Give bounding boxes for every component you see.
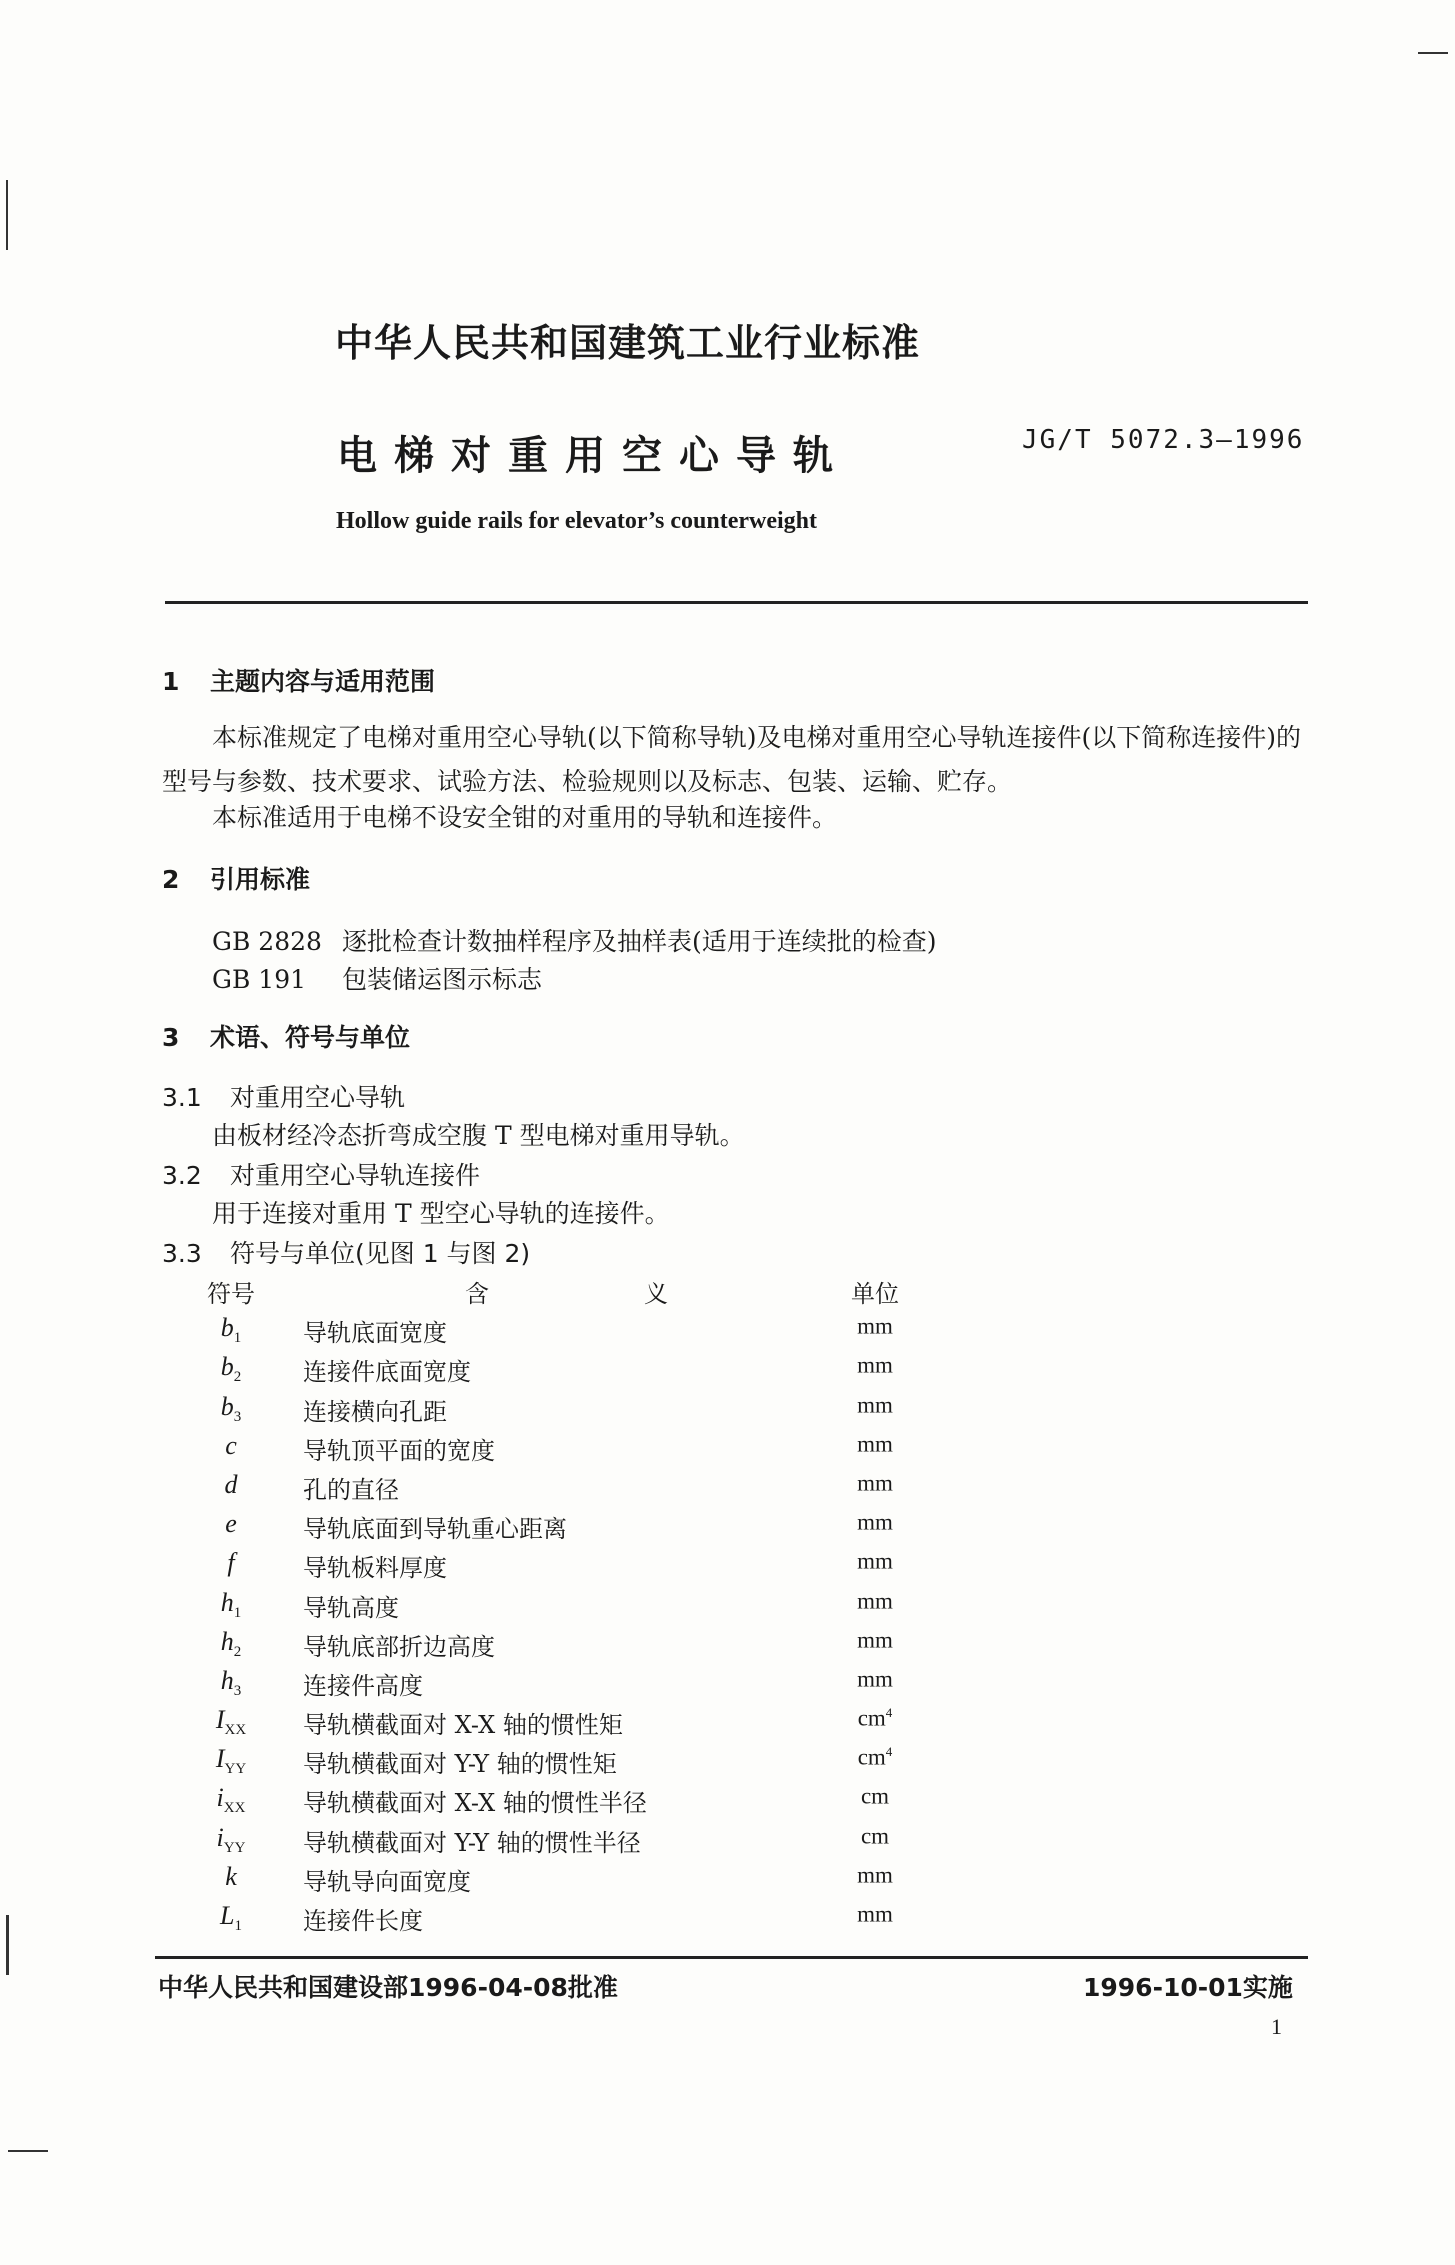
symbol-letter: c [225,1430,237,1460]
section-1-heading [162,662,435,698]
symbol-letter: k [225,1861,237,1891]
unit-text: mm [857,1901,893,1927]
meaning-cell: 导轨横截面对 Y-Y 轴的惯性半径 [303,1828,641,1857]
section-1-paragraph-1: 本标准规定了电梯对重用空心导轨(以下简称导轨)及电梯对重用空心导轨连接件(以下简称连接件)的型号与参数、技术要求、试验方法、检验规则以及标志、包装、运输、贮存。 [162,723,1302,796]
section-title: 引用标准 [210,865,311,894]
symbol-letter: i [216,1783,224,1813]
section-2-heading [162,860,310,896]
header-symbol: 符号 [207,1280,255,1308]
symbol-subscript: 2 [233,1643,242,1660]
unit-cell [825,1862,925,1889]
meaning-cell: 导轨高度 [303,1593,399,1622]
symbol-subscript: XX [223,1800,246,1817]
meaning-cell: 导轨底面到导轨重心距离 [303,1515,567,1544]
document-title-en: Hollow guide rails for elevator’s counterweight [336,508,818,534]
meaning-cell: 导轨横截面对 X-X 轴的惯性矩 [303,1711,623,1740]
unit-text: cm [860,1784,890,1810]
unit-cell [825,1431,925,1458]
symbol-cell [195,1705,267,1739]
section-title: 主题内容与适用范围 [210,667,436,696]
subsection-title: 对重用空心导轨连接件 [230,1161,481,1190]
symbol-cell [195,1470,267,1504]
symbol-cell [195,1862,267,1896]
section-number: 3 [162,1023,180,1052]
unit-text: mm [857,1313,893,1339]
symbol-letter: d [224,1469,238,1499]
symbol-subscript: 1 [233,1330,242,1347]
symbol-subscript: 3 [233,1408,242,1425]
meaning-cell: 导轨导向面宽度 [303,1867,471,1896]
reference-title: 包装储运图示标志 [342,965,543,994]
unit-text: mm [857,1548,893,1574]
effective-date: 1996-10-01实施 [1083,1973,1293,2002]
unit-cell [825,1352,925,1379]
unit-cell [825,1509,925,1536]
section-number: 2 [162,865,180,894]
meaning-cell: 导轨板料厚度 [303,1554,447,1583]
issuing-org-title: 中华人民共和国建筑工业行业标准 [335,321,921,365]
unit-text: cm [857,1744,886,1770]
meaning-cell: 导轨顶平面的宽度 [303,1436,495,1465]
scan-artifact [6,1915,9,1975]
document-title-cn: 电梯对重用空心导轨 [337,433,850,479]
subsection-3-3-heading [162,1234,530,1270]
symbol-subscript: 1 [233,1604,242,1621]
unit-cell [825,1392,925,1419]
symbol-subscript: 1 [234,1918,242,1935]
symbol-subscript: XX [224,1722,247,1739]
unit-cell [825,1744,925,1771]
unit-text: cm [860,1823,890,1849]
unit-superscript: 4 [885,1744,893,1760]
unit-text: mm [857,1627,893,1653]
subsection-title: 符号与单位(见图 1 与图 2) [230,1239,531,1268]
symbol-cell [195,1509,267,1543]
subsection-title: 对重用空心导轨 [230,1083,406,1112]
reference-item [212,960,542,996]
scan-artifact [6,180,8,250]
symbol-cell [195,1666,267,1700]
unit-text: mm [857,1862,893,1888]
symbol-letter: h [220,1626,234,1656]
footer-rule [155,1956,1308,1959]
unit-cell [825,1705,925,1732]
unit-cell [825,1313,925,1340]
symbol-subscript: YY [224,1761,247,1778]
symbol-cell [195,1313,267,1347]
unit-text: mm [857,1509,893,1535]
section-3-heading [162,1018,410,1054]
subsection-3-2-text: 用于连接对重用 T 型空心导轨的连接件。 [212,1199,670,1228]
symbol-cell [195,1588,267,1622]
unit-cell [825,1783,925,1810]
header-meaning: 含义 [465,1280,823,1308]
symbol-cell [195,1431,267,1465]
standard-number: JG/T 5072.3—1996 [1022,425,1305,455]
symbol-letter: f [227,1548,235,1578]
subsection-3-2-heading [162,1156,480,1192]
symbol-cell [195,1901,267,1935]
reference-code: GB 2828 [212,927,322,956]
symbol-letter: h [220,1665,234,1695]
symbol-letter: b [220,1352,234,1382]
meaning-cell: 导轨底部折边高度 [303,1632,495,1661]
subsection-3-1-text: 由板材经冷态折弯成空腹 T 型电梯对重用导轨。 [212,1121,745,1150]
symbol-cell [195,1744,267,1778]
unit-text: mm [857,1666,893,1692]
unit-cell [825,1470,925,1497]
unit-text: mm [857,1588,893,1614]
meaning-cell: 连接横向孔距 [303,1397,447,1426]
unit-text: cm [857,1705,886,1731]
symbol-cell [195,1627,267,1661]
page-number: 1 [1271,2014,1282,2039]
symbol-subscript: 3 [233,1683,242,1700]
section-number: 1 [162,667,180,696]
unit-cell [825,1548,925,1575]
header-unit: 单位 [851,1280,899,1308]
symbol-cell [195,1783,267,1817]
symbol-letter: i [216,1822,224,1852]
unit-cell [825,1666,925,1693]
symbol-cell [195,1352,267,1386]
symbol-subscript: YY [223,1839,246,1856]
meaning-cell: 连接件底面宽度 [303,1358,471,1387]
scan-artifact [1418,52,1448,54]
symbol-cell [195,1548,267,1582]
unit-cell [825,1823,925,1850]
reference-code: GB 191 [212,965,307,994]
subsection-number: 3.2 [162,1161,202,1190]
subsection-number: 3.1 [162,1083,202,1112]
meaning-cell: 孔的直径 [303,1475,399,1504]
unit-text: mm [857,1470,893,1496]
scan-artifact [8,2150,48,2152]
section-1-paragraph-2: 本标准适用于电梯不设安全钳的对重用的导轨和连接件。 [212,803,838,832]
symbol-letter: I [215,1744,225,1774]
unit-superscript: 4 [885,1705,893,1721]
unit-cell [825,1588,925,1615]
meaning-cell: 导轨底面宽度 [303,1319,447,1348]
reference-item [212,922,937,958]
unit-text: mm [857,1392,893,1418]
subsection-number: 3.3 [162,1239,202,1268]
symbol-letter: b [220,1313,234,1343]
meaning-cell: 连接件长度 [303,1907,423,1935]
unit-text: mm [857,1431,893,1457]
reference-title: 逐批检查计数抽样程序及抽样表(适用于连续批的检查) [342,927,937,956]
symbol-cell [195,1823,267,1857]
section-title: 术语、符号与单位 [210,1023,411,1052]
symbol-letter: e [225,1509,237,1539]
meaning-cell: 导轨横截面对 Y-Y 轴的惯性矩 [303,1750,617,1779]
approval-date: 中华人民共和国建设部1996-04-08批准 [158,1973,618,2002]
symbol-letter: I [215,1705,225,1735]
unit-text: mm [857,1353,893,1379]
symbol-letter: L [220,1901,235,1930]
symbol-subscript: 2 [233,1369,242,1386]
meaning-cell: 导轨横截面对 X-X 轴的惯性半径 [303,1789,647,1818]
unit-cell [825,1627,925,1654]
symbol-cell [195,1392,267,1426]
symbol-letter: h [220,1587,234,1617]
subsection-3-1-heading [162,1078,405,1114]
symbol-letter: b [220,1391,234,1421]
header-rule [165,601,1308,604]
meaning-cell: 连接件高度 [303,1671,423,1700]
unit-cell [825,1901,925,1928]
